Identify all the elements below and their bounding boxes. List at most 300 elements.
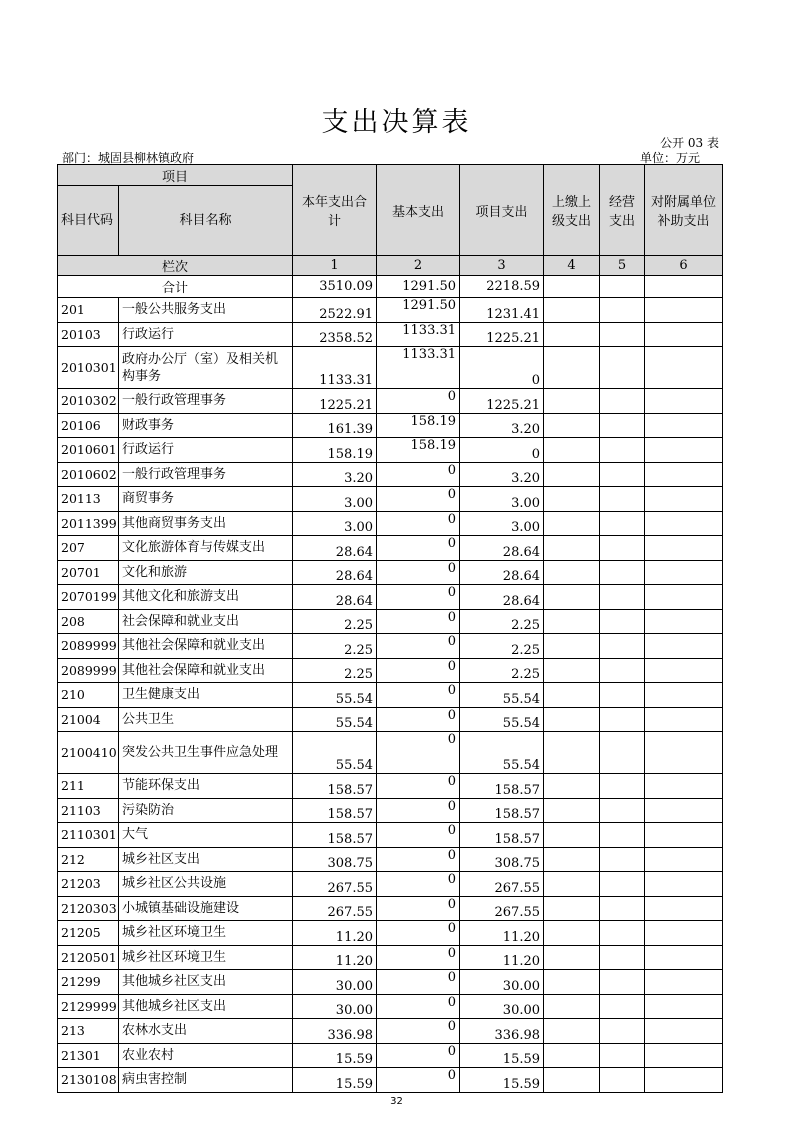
- subject-code-cell: 2070199: [58, 585, 119, 610]
- empty-cell: [600, 585, 645, 610]
- total-cell: 158.57: [293, 798, 377, 823]
- empty-cell: [645, 389, 723, 414]
- empty-cell: [544, 462, 600, 487]
- basic-cell: 0: [377, 609, 460, 634]
- table-row: [58, 774, 723, 799]
- total-cell: 3.00: [293, 487, 377, 512]
- table-row: [58, 322, 723, 347]
- header-subsidy: 对附属单位补助支出: [645, 165, 723, 256]
- table-row: [58, 634, 723, 659]
- empty-cell: [600, 707, 645, 732]
- subject-name-cell: 行政运行: [119, 322, 293, 347]
- empty-cell: [600, 658, 645, 683]
- table-row: [58, 1043, 723, 1068]
- empty-cell: [600, 994, 645, 1019]
- basic-cell: 0: [377, 847, 460, 872]
- empty-cell: [600, 896, 645, 921]
- project-cell: 2.25: [460, 634, 544, 659]
- table-row: [58, 389, 723, 414]
- header-business: 经营支出: [600, 165, 645, 256]
- empty-cell: [645, 438, 723, 463]
- project-cell: 2.25: [460, 658, 544, 683]
- empty-cell: [645, 298, 723, 323]
- basic-cell: 0: [377, 560, 460, 585]
- total-cell: 336.98: [293, 1019, 377, 1044]
- project-cell: 11.20: [460, 945, 544, 970]
- subject-name-cell: 突发公共卫生事件应急处理: [119, 732, 293, 774]
- empty-cell: [600, 921, 645, 946]
- subject-name-cell: 病虫害控制: [119, 1068, 293, 1093]
- total-cell: 158.57: [293, 774, 377, 799]
- project-cell: 55.54: [460, 683, 544, 708]
- empty-cell: [544, 389, 600, 414]
- project-cell: 15.59: [460, 1068, 544, 1093]
- empty-cell: [544, 536, 600, 561]
- column-number: 6: [645, 256, 723, 276]
- empty-cell: [544, 322, 600, 347]
- empty-cell: [544, 634, 600, 659]
- project-cell: 55.54: [460, 732, 544, 774]
- empty-cell: [645, 683, 723, 708]
- total-cell: 2522.91: [293, 298, 377, 323]
- empty-cell: [645, 609, 723, 634]
- basic-cell: 0: [377, 683, 460, 708]
- empty-cell: [645, 536, 723, 561]
- table-row: [58, 847, 723, 872]
- subject-code-cell: 21004: [58, 707, 119, 732]
- total-cell: 267.55: [293, 872, 377, 897]
- project-cell: 3.00: [460, 487, 544, 512]
- empty-cell: [645, 511, 723, 536]
- empty-cell: [544, 487, 600, 512]
- subject-code-cell: 2010602: [58, 462, 119, 487]
- basic-cell: 0: [377, 1019, 460, 1044]
- header-upper: 上缴上级支出: [544, 165, 600, 256]
- total-cell: 28.64: [293, 585, 377, 610]
- total-cell: 15.59: [293, 1043, 377, 1068]
- subject-code-cell: 201: [58, 298, 119, 323]
- empty-cell: [544, 994, 600, 1019]
- department-label: 部门：城固县柳林镇政府: [62, 151, 195, 165]
- empty-cell: [600, 511, 645, 536]
- empty-cell: [544, 732, 600, 774]
- project-cell: 158.57: [460, 798, 544, 823]
- empty-cell: [645, 585, 723, 610]
- form-code: 公开 03 表: [660, 136, 719, 150]
- project-cell: 0: [460, 347, 544, 389]
- basic-cell: 0: [377, 774, 460, 799]
- subject-name-cell: 社会保障和就业支出: [119, 609, 293, 634]
- subject-code-cell: 2011399: [58, 511, 119, 536]
- empty-cell: [600, 732, 645, 774]
- empty-cell: [544, 921, 600, 946]
- basic-cell: 0: [377, 1068, 460, 1093]
- subject-name-cell: 卫生健康支出: [119, 683, 293, 708]
- table-row: [58, 1019, 723, 1044]
- page-number: 32: [390, 1096, 403, 1107]
- subject-code-cell: 2089999: [58, 658, 119, 683]
- basic-cell: 1133.31: [377, 347, 460, 389]
- subject-name-cell: 一般行政管理事务: [119, 462, 293, 487]
- total-row: [58, 276, 723, 298]
- empty-cell: [544, 585, 600, 610]
- total-cell: 158.57: [293, 823, 377, 848]
- subject-code-cell: 21103: [58, 798, 119, 823]
- subject-code-cell: 20103: [58, 322, 119, 347]
- subject-code-cell: 208: [58, 609, 119, 634]
- table-row: [58, 560, 723, 585]
- header-total: 本年支出合计: [293, 165, 377, 256]
- subject-code-cell: 20106: [58, 413, 119, 438]
- table-row: [58, 798, 723, 823]
- total-cell: 3510.09: [293, 276, 377, 298]
- subject-code-cell: 2130108: [58, 1068, 119, 1093]
- header-project: 项目支出: [460, 165, 544, 256]
- empty-cell: [544, 658, 600, 683]
- total-cell: 267.55: [293, 896, 377, 921]
- empty-cell: [645, 921, 723, 946]
- total-label: 合计: [58, 276, 293, 298]
- total-project-cell: 2218.59: [460, 276, 544, 298]
- basic-cell: 0: [377, 970, 460, 995]
- empty-cell: [645, 823, 723, 848]
- empty-cell: [544, 896, 600, 921]
- project-cell: 3.00: [460, 511, 544, 536]
- empty-cell: [544, 970, 600, 995]
- empty-cell: [645, 1043, 723, 1068]
- subject-code-cell: 2110301: [58, 823, 119, 848]
- empty-cell: [645, 462, 723, 487]
- empty-cell: [544, 683, 600, 708]
- empty-cell: [645, 347, 723, 389]
- basic-cell: 0: [377, 658, 460, 683]
- subject-code-cell: 2010601: [58, 438, 119, 463]
- subject-code-cell: 20701: [58, 560, 119, 585]
- total-cell: 2.25: [293, 634, 377, 659]
- subject-code-cell: 21299: [58, 970, 119, 995]
- subject-name-cell: 其他社会保障和就业支出: [119, 658, 293, 683]
- total-cell: 28.64: [293, 560, 377, 585]
- basic-cell: 0: [377, 707, 460, 732]
- project-cell: 3.20: [460, 462, 544, 487]
- basic-cell: 1291.50: [377, 298, 460, 323]
- project-cell: 15.59: [460, 1043, 544, 1068]
- header-subject-code: 科目代码: [58, 186, 119, 256]
- column-number: 4: [544, 256, 600, 276]
- subject-code-cell: 2129999: [58, 994, 119, 1019]
- total-cell: 30.00: [293, 970, 377, 995]
- basic-cell: 0: [377, 511, 460, 536]
- empty-cell: [600, 560, 645, 585]
- subject-code-cell: 21203: [58, 872, 119, 897]
- basic-cell: 0: [377, 823, 460, 848]
- empty-cell: [600, 970, 645, 995]
- table-row: [58, 347, 723, 389]
- project-cell: 308.75: [460, 847, 544, 872]
- empty-cell: [544, 798, 600, 823]
- table-row: [58, 1068, 723, 1093]
- empty-cell: [645, 945, 723, 970]
- subject-code-cell: 207: [58, 536, 119, 561]
- basic-cell: 0: [377, 585, 460, 610]
- project-cell: 11.20: [460, 921, 544, 946]
- project-cell: 158.57: [460, 823, 544, 848]
- subject-code-cell: 2120303: [58, 896, 119, 921]
- empty-cell: [544, 560, 600, 585]
- empty-cell: [600, 438, 645, 463]
- empty-cell: [645, 1068, 723, 1093]
- empty-cell: [544, 347, 600, 389]
- basic-cell: 0: [377, 462, 460, 487]
- table-row: [58, 413, 723, 438]
- basic-cell: 158.19: [377, 413, 460, 438]
- subject-name-cell: 一般公共服务支出: [119, 298, 293, 323]
- table-row: [58, 536, 723, 561]
- empty-cell: [645, 413, 723, 438]
- empty-cell: [645, 774, 723, 799]
- subject-code-cell: 21301: [58, 1043, 119, 1068]
- basic-cell: 0: [377, 389, 460, 414]
- empty-cell: [645, 798, 723, 823]
- total-cell: 55.54: [293, 732, 377, 774]
- empty-cell: [544, 1019, 600, 1044]
- column-number: 1: [293, 256, 377, 276]
- empty-cell: [600, 1043, 645, 1068]
- empty-cell: [544, 823, 600, 848]
- empty-cell: [600, 536, 645, 561]
- total-basic-cell: 1291.50: [377, 276, 460, 298]
- table-row: [58, 970, 723, 995]
- project-cell: 28.64: [460, 585, 544, 610]
- basic-cell: 0: [377, 921, 460, 946]
- subject-code-cell: 2120501: [58, 945, 119, 970]
- basic-cell: 0: [377, 732, 460, 774]
- empty-cell: [645, 276, 723, 298]
- subject-name-cell: 一般行政管理事务: [119, 389, 293, 414]
- total-cell: 11.20: [293, 945, 377, 970]
- project-cell: 1225.21: [460, 322, 544, 347]
- empty-cell: [600, 945, 645, 970]
- total-cell: 55.54: [293, 683, 377, 708]
- total-cell: 28.64: [293, 536, 377, 561]
- subject-name-cell: 其他文化和旅游支出: [119, 585, 293, 610]
- project-cell: 267.55: [460, 896, 544, 921]
- empty-cell: [645, 658, 723, 683]
- header-column-label: 栏次: [58, 256, 293, 276]
- empty-cell: [544, 1068, 600, 1093]
- empty-cell: [544, 413, 600, 438]
- empty-cell: [600, 609, 645, 634]
- empty-cell: [645, 634, 723, 659]
- subject-name-cell: 节能环保支出: [119, 774, 293, 799]
- subject-code-cell: 2089999: [58, 634, 119, 659]
- table-row: [58, 683, 723, 708]
- subject-code-cell: 21205: [58, 921, 119, 946]
- basic-cell: 0: [377, 1043, 460, 1068]
- table-row: [58, 658, 723, 683]
- subject-name-cell: 城乡社区环境卫生: [119, 921, 293, 946]
- basic-cell: 0: [377, 945, 460, 970]
- empty-cell: [600, 322, 645, 347]
- empty-cell: [645, 847, 723, 872]
- empty-cell: [544, 276, 600, 298]
- header-basic: 基本支出: [377, 165, 460, 256]
- column-number: 5: [600, 256, 645, 276]
- empty-cell: [544, 945, 600, 970]
- total-cell: 1225.21: [293, 389, 377, 414]
- header-subject-name: 科目名称: [119, 186, 293, 256]
- basic-cell: 0: [377, 872, 460, 897]
- total-cell: 55.54: [293, 707, 377, 732]
- project-cell: 3.20: [460, 413, 544, 438]
- table-row: [58, 823, 723, 848]
- project-cell: 1225.21: [460, 389, 544, 414]
- project-cell: 30.00: [460, 994, 544, 1019]
- project-cell: 2.25: [460, 609, 544, 634]
- subject-name-cell: 公共卫生: [119, 707, 293, 732]
- subject-name-cell: 文化和旅游: [119, 560, 293, 585]
- subject-name-cell: 财政事务: [119, 413, 293, 438]
- table-row: [58, 707, 723, 732]
- table-row: [58, 921, 723, 946]
- empty-cell: [544, 774, 600, 799]
- total-cell: 2.25: [293, 658, 377, 683]
- subject-name-cell: 城乡社区公共设施: [119, 872, 293, 897]
- empty-cell: [600, 347, 645, 389]
- empty-cell: [600, 298, 645, 323]
- empty-cell: [544, 847, 600, 872]
- empty-cell: [600, 1068, 645, 1093]
- empty-cell: [645, 707, 723, 732]
- subject-name-cell: 城乡社区支出: [119, 847, 293, 872]
- subject-name-cell: 大气: [119, 823, 293, 848]
- column-number: 2: [377, 256, 460, 276]
- empty-cell: [645, 732, 723, 774]
- total-cell: 1133.31: [293, 347, 377, 389]
- project-cell: 28.64: [460, 536, 544, 561]
- empty-cell: [544, 438, 600, 463]
- empty-cell: [600, 462, 645, 487]
- project-cell: 267.55: [460, 872, 544, 897]
- empty-cell: [645, 560, 723, 585]
- total-cell: 3.00: [293, 511, 377, 536]
- empty-cell: [544, 609, 600, 634]
- subject-code-cell: 212: [58, 847, 119, 872]
- table-row: [58, 511, 723, 536]
- subject-code-cell: 2100410: [58, 732, 119, 774]
- basic-cell: 0: [377, 487, 460, 512]
- expenditure-table: [57, 164, 723, 1093]
- project-cell: 1231.41: [460, 298, 544, 323]
- subject-code-cell: 2010302: [58, 389, 119, 414]
- total-cell: 2.25: [293, 609, 377, 634]
- table-row: [58, 585, 723, 610]
- total-cell: 161.39: [293, 413, 377, 438]
- empty-cell: [600, 487, 645, 512]
- empty-cell: [645, 970, 723, 995]
- empty-cell: [645, 896, 723, 921]
- total-cell: 30.00: [293, 994, 377, 1019]
- subject-name-cell: 其他社会保障和就业支出: [119, 634, 293, 659]
- total-cell: 3.20: [293, 462, 377, 487]
- empty-cell: [600, 872, 645, 897]
- subject-code-cell: 213: [58, 1019, 119, 1044]
- basic-cell: 1133.31: [377, 322, 460, 347]
- table-row: [58, 872, 723, 897]
- empty-cell: [544, 511, 600, 536]
- table-row: [58, 487, 723, 512]
- empty-cell: [600, 389, 645, 414]
- subject-name-cell: 小城镇基础设施建设: [119, 896, 293, 921]
- project-cell: 0: [460, 438, 544, 463]
- basic-cell: 158.19: [377, 438, 460, 463]
- subject-name-cell: 行政运行: [119, 438, 293, 463]
- subject-name-cell: 城乡社区环境卫生: [119, 945, 293, 970]
- table-row: [58, 896, 723, 921]
- subject-name-cell: 文化旅游体育与传媒支出: [119, 536, 293, 561]
- empty-cell: [645, 1019, 723, 1044]
- empty-cell: [600, 413, 645, 438]
- subject-name-cell: 商贸事务: [119, 487, 293, 512]
- empty-cell: [544, 1043, 600, 1068]
- table-row: [58, 994, 723, 1019]
- subject-name-cell: 其他商贸事务支出: [119, 511, 293, 536]
- page-title: 支出决算表: [321, 107, 472, 138]
- empty-cell: [600, 847, 645, 872]
- basic-cell: 0: [377, 634, 460, 659]
- empty-cell: [645, 994, 723, 1019]
- empty-cell: [600, 683, 645, 708]
- subject-name-cell: 其他城乡社区支出: [119, 994, 293, 1019]
- empty-cell: [645, 487, 723, 512]
- project-cell: 28.64: [460, 560, 544, 585]
- table-row: [58, 462, 723, 487]
- total-cell: 11.20: [293, 921, 377, 946]
- total-cell: 2358.52: [293, 322, 377, 347]
- subject-code-cell: 211: [58, 774, 119, 799]
- empty-cell: [544, 872, 600, 897]
- subject-code-cell: 210: [58, 683, 119, 708]
- table-row: [58, 609, 723, 634]
- empty-cell: [600, 276, 645, 298]
- header-item-group: 项目: [58, 165, 293, 186]
- empty-cell: [600, 823, 645, 848]
- empty-cell: [600, 798, 645, 823]
- empty-cell: [544, 707, 600, 732]
- project-cell: 336.98: [460, 1019, 544, 1044]
- project-cell: 158.57: [460, 774, 544, 799]
- subject-name-cell: 其他城乡社区支出: [119, 970, 293, 995]
- subject-name-cell: 政府办公厅（室）及相关机构事务: [119, 347, 293, 389]
- basic-cell: 0: [377, 994, 460, 1019]
- basic-cell: 0: [377, 896, 460, 921]
- empty-cell: [600, 774, 645, 799]
- project-cell: 55.54: [460, 707, 544, 732]
- basic-cell: 0: [377, 798, 460, 823]
- unit-label: 单位：万元: [639, 151, 700, 165]
- empty-cell: [544, 298, 600, 323]
- total-cell: 308.75: [293, 847, 377, 872]
- table-row: [58, 732, 723, 774]
- subject-name-cell: 农林水支出: [119, 1019, 293, 1044]
- subject-code-cell: 20113: [58, 487, 119, 512]
- column-number: 3: [460, 256, 544, 276]
- table-row: [58, 298, 723, 323]
- empty-cell: [645, 872, 723, 897]
- project-cell: 30.00: [460, 970, 544, 995]
- subject-name-cell: 污染防治: [119, 798, 293, 823]
- basic-cell: 0: [377, 536, 460, 561]
